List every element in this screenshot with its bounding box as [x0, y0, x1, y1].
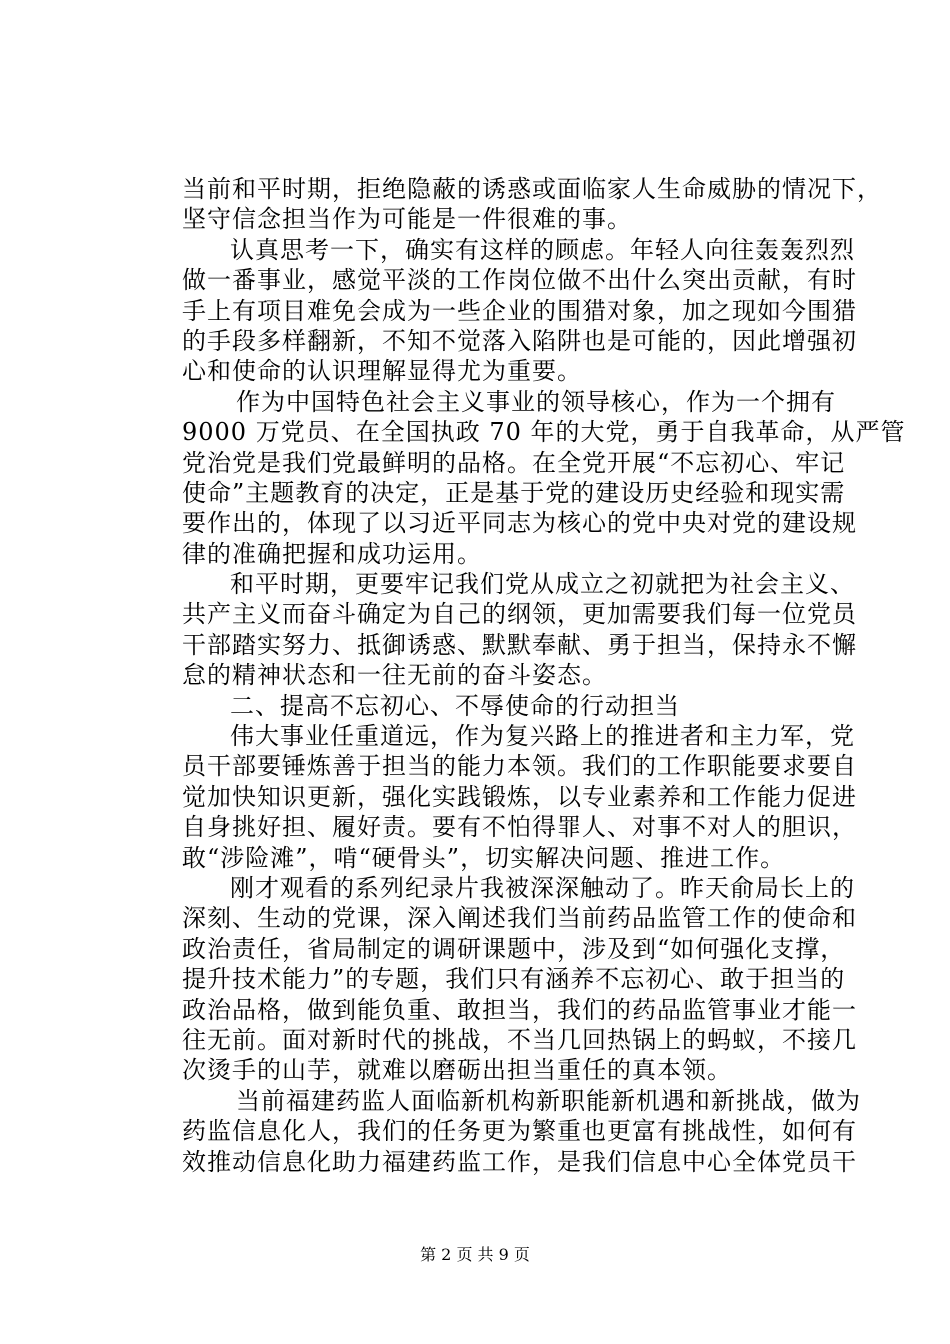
text-line: 觉加快知识更新，强化实践锻炼，以专业素养和工作能力促进 [182, 782, 857, 811]
text-line: 手上有项目难免会成为一些企业的围猎对象，加之现如今围猎 [182, 296, 857, 325]
text-line: 律的准确把握和成功运用。 [182, 539, 482, 568]
text-line: 深刻、生动的党课，深入阐述我们当前药品监管工作的使命和 [182, 904, 857, 933]
page-footer [0, 1245, 950, 1265]
text-line: 心和使命的认识理解显得尤为重要。 [182, 357, 582, 386]
text-line: 共产主义而奋斗确定为自己的纲领，更加需要我们每一位党员 [182, 600, 857, 629]
text-line: 9000 万党员、在全国执政 70 年的大党，勇于自我革命，从严管 [182, 418, 906, 447]
text-line: 次烫手的山芋，就难以磨砺出担当重任的真本领。 [182, 1056, 732, 1085]
document-body [182, 174, 906, 1177]
text-line: 药监信息化人，我们的任务更为繁重也更富有挑战性，如何有 [182, 1117, 857, 1146]
text-line: 怠的精神状态和一往无前的奋斗姿态。 [182, 661, 607, 690]
paragraph-start-line: 伟大事业任重道远，作为复兴路上的推进者和主力军，党 [230, 722, 855, 751]
text-line: 政治责任，省局制定的调研课题中，涉及到“如何强化支撑， [182, 934, 846, 963]
text-line: 自身挑好担、履好责。要有不怕得罪人、对事不对人的胆识， [182, 813, 857, 842]
text-line: 要作出的，体现了以习近平同志为核心的党中央对党的建设规 [182, 509, 857, 538]
text-line: 政治品格，做到能负重、敢担当，我们的药品监管事业才能一 [182, 995, 857, 1024]
paragraph-start-line: 刚才观看的系列纪录片我被深深触动了。昨天俞局长上的 [230, 873, 855, 902]
text-line: 使命”主题教育的决定，正是基于党的建设历史经验和现实需 [182, 478, 846, 507]
text-line: 往无前。面对新时代的挑战，不当几回热锅上的蚂蚁，不接几 [182, 1025, 857, 1054]
text-line: 当前和平时期，拒绝隐蔽的诱惑或面临家人生命威胁的情况下， [182, 175, 882, 203]
paragraph-start-line: 作为中国特色社会主义事业的领导核心，作为一个拥有 [236, 387, 836, 416]
text-line: 的手段多样翻新，不知不觉落入陷阱也是可能的，因此增强初 [182, 326, 857, 355]
paragraph-start-line: 当前福建药监人面临新机构新职能新机遇和新挑战，做为 [236, 1086, 861, 1115]
text-line: 员干部要锤炼善于担当的能力本领。我们的工作职能要求要自 [182, 752, 857, 781]
text-line: 坚守信念担当作为可能是一件很难的事。 [182, 205, 632, 234]
text-line: 做一番事业，感觉平淡的工作岗位做不出什么突出贡献，有时 [182, 266, 857, 295]
text-line: 干部踏实努力、抵御诱惑、默默奉献、勇于担当，保持永不懈 [182, 630, 857, 659]
text-line: 敢“涉险滩”，啃“硬骨头”，切实解决问题、推进工作。 [182, 843, 786, 872]
text-line: 提升技术能力”的专题，我们只有涵养不忘初心、敢于担当的 [182, 965, 846, 994]
page-number: 第 2 页 共 9 页 [420, 1245, 530, 1264]
text-line: 效推动信息化助力福建药监工作，是我们信息中心全体党员干 [182, 1147, 857, 1176]
paragraph-start-line: 和平时期，更要牢记我们党从成立之初就把为社会主义、 [230, 570, 855, 599]
text-line: 党治党是我们党最鲜明的品格。在全党开展“不忘初心、牢记 [182, 448, 846, 477]
paragraph-start-line: 认真思考一下，确实有这样的顾虑。年轻人向往轰轰烈烈 [230, 235, 855, 264]
section-heading: 二、提高不忘初心、不辱使命的行动担当 [230, 691, 680, 720]
